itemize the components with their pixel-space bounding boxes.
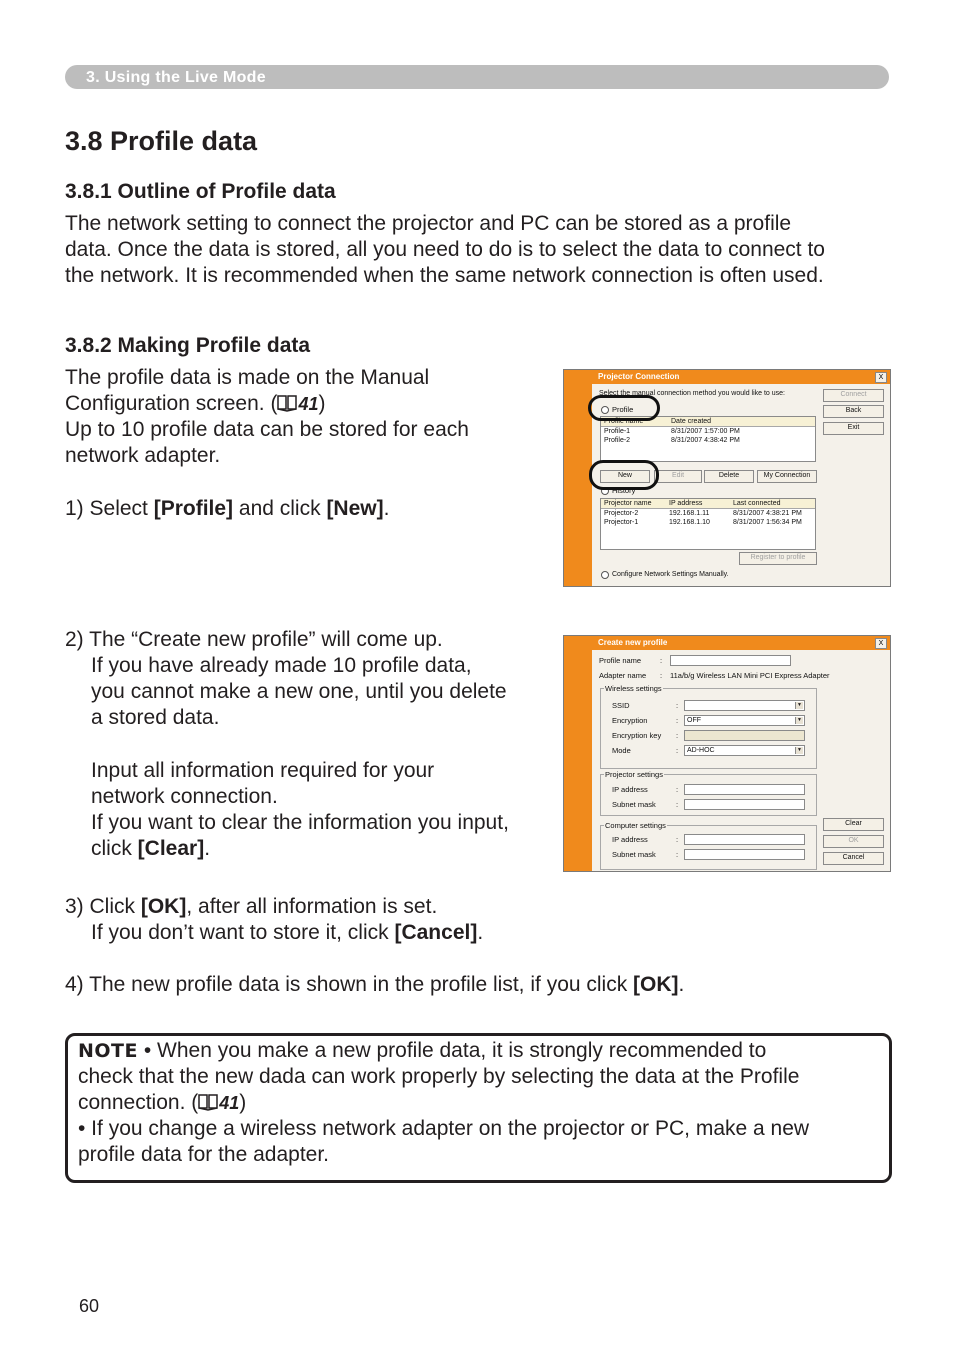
note-text: NOTE • When you make a new profile data, it is strongly recommended to check that the new dada can work properly by selecting the data at the Profile connection. ( 41) • If you change a wireless network adapter on the projector or PC, make a new profile data for the adapter. <box>78 1039 810 1166</box>
making-intro <box>65 365 469 469</box>
clear-button[interactable]: Clear <box>823 818 884 831</box>
text-line: The profile data is made on the Manual <box>65 366 430 389</box>
step-2: 2) The “Create new profile” will come up. If you have already made 10 profile data, you cannot make a new one, until you delete a stored data. Input all information required for your network connection. If you want to clear the information you input, click [Clear]. <box>65 628 509 860</box>
table-cell: 192.168.1.11 <box>669 510 710 517</box>
page-reference-link[interactable]: 41 <box>219 1093 240 1113</box>
profile-table <box>600 416 816 462</box>
projector-connection-window <box>563 369 891 587</box>
ssid-label: SSID <box>612 701 630 710</box>
table-cell: 8/31/2007 1:56:34 PM <box>733 519 802 526</box>
table-cell: 8/31/2007 1:57:00 PM <box>671 428 740 435</box>
colon: : <box>676 746 679 755</box>
connect-button[interactable]: Connect <box>823 389 884 402</box>
close-icon[interactable]: X <box>875 638 887 649</box>
my-connection-button[interactable]: My Connection <box>757 470 817 483</box>
text-line: network adapter. <box>65 444 221 467</box>
text-line: data. Once the data is stored, all you need to do is to select the data to connect to <box>65 238 825 261</box>
computer-subnet-label: Subnet mask <box>612 850 656 859</box>
column-header: Last connected <box>733 500 781 507</box>
page-reference-link[interactable]: 41 <box>298 394 319 414</box>
connection-prompt: Select the manual connection method you would like to use: <box>599 390 786 397</box>
colon: : <box>676 716 679 725</box>
highlight-oval-new <box>589 460 659 490</box>
encryption-label: Encryption <box>612 716 648 725</box>
manual-radio[interactable] <box>601 571 609 579</box>
outline-paragraph <box>65 211 825 289</box>
group-label: Wireless settings <box>605 684 662 693</box>
window-title: Create new profile <box>592 636 890 650</box>
colon: : <box>676 701 679 710</box>
text-line: Up to 10 profile data can be stored for each <box>65 418 469 441</box>
column-header: Projector name <box>604 500 652 507</box>
edit-button[interactable]: Edit <box>654 470 702 483</box>
new-button[interactable]: New <box>600 470 650 483</box>
encryption-dropdown[interactable]: OFF ▼ <box>684 715 805 726</box>
colon: : <box>676 731 679 740</box>
encryption-key-label: Encryption key <box>612 731 662 740</box>
table-cell[interactable]: Projector-1 <box>604 519 639 526</box>
group-label: Projector settings <box>605 770 663 779</box>
mode-dropdown[interactable]: AD-HOC ▼ <box>684 745 805 756</box>
group-label: Computer settings <box>605 821 666 830</box>
projector-subnet-label: Subnet mask <box>612 800 656 809</box>
table-cell[interactable]: Projector-2 <box>604 510 639 517</box>
table-cell: 8/31/2007 4:38:42 PM <box>671 437 740 444</box>
computer-subnet-input[interactable] <box>684 849 805 860</box>
page-title: 3.8 Profile data <box>65 126 258 156</box>
page-number: 60 <box>79 1296 100 1316</box>
step-1: 1) Select [Profile] and click [New]. <box>65 497 390 520</box>
projector-ip-input[interactable] <box>684 784 805 795</box>
step-4: 4) The new profile data is shown in the profile list, if you click [OK]. <box>65 973 685 996</box>
computer-ip-label: IP address <box>612 835 648 844</box>
computer-ip-input[interactable] <box>684 834 805 845</box>
column-header: Date created <box>671 418 712 425</box>
computer-settings-group <box>600 825 817 870</box>
chevron-down-icon: ▼ <box>795 702 803 709</box>
manual-radio-label: Configure Network Settings Manually. <box>612 571 729 578</box>
colon: : <box>676 785 679 794</box>
mode-label: Mode <box>612 746 631 755</box>
encryption-key-input[interactable] <box>684 730 805 741</box>
column-header: Profile name <box>604 418 644 425</box>
text-line: the network. It is recommended when the same network connection is often used. <box>65 264 824 287</box>
column-header: IP address <box>669 500 703 507</box>
colon: : <box>660 671 663 680</box>
section-heading-making: 3.8.2 Making Profile data <box>65 334 311 357</box>
table-cell[interactable]: Profile-2 <box>604 437 631 444</box>
profile-name-label: Profile name <box>599 656 642 665</box>
text-line: Configuration screen. ( 41) <box>65 392 326 415</box>
projector-ip-label: IP address <box>612 785 648 794</box>
note-label: NOTE <box>78 1040 138 1062</box>
back-button[interactable]: Back <box>823 405 884 418</box>
adapter-name-value: 11a/b/g Wireless LAN Mini PCI Express Adapter <box>670 671 830 680</box>
colon: : <box>676 800 679 809</box>
exit-button[interactable]: Exit <box>823 422 884 435</box>
register-to-profile-button[interactable]: Register to profile <box>739 552 817 565</box>
chevron-down-icon: ▼ <box>795 747 803 754</box>
projector-subnet-input[interactable] <box>684 799 805 810</box>
ssid-dropdown[interactable] <box>684 700 805 711</box>
history-table <box>600 498 816 550</box>
ok-button[interactable]: OK <box>823 835 884 848</box>
cancel-button[interactable]: Cancel <box>823 852 884 865</box>
close-icon[interactable]: X <box>875 372 887 383</box>
section-header: 3. Using the Live Mode <box>86 69 266 86</box>
adapter-name-label: Adapter name <box>599 671 647 680</box>
text-line: The network setting to connect the projector and PC can be stored as a profile <box>65 212 792 235</box>
table-cell: 8/31/2007 4:38:21 PM <box>733 510 802 517</box>
highlight-oval-profile <box>588 395 660 421</box>
profile-radio-label: Profile <box>612 405 634 414</box>
window-title: Projector Connection <box>592 370 890 384</box>
colon: : <box>676 850 679 859</box>
history-radio-label: History <box>612 486 636 495</box>
section-heading-outline: 3.8.1 Outline of Profile data <box>65 180 336 203</box>
profile-name-input[interactable] <box>670 655 791 666</box>
create-new-profile-window <box>563 635 891 872</box>
chevron-down-icon: ▼ <box>795 717 803 724</box>
table-cell: 192.168.1.10 <box>669 519 710 526</box>
book-icon <box>277 394 297 412</box>
book-icon <box>198 1093 218 1111</box>
step-3: 3) Click [OK], after all information is set. If you don’t want to store it, click [Cancel]. <box>65 895 484 944</box>
colon: : <box>660 656 663 665</box>
delete-button[interactable]: Delete <box>704 470 754 483</box>
table-cell[interactable]: Profile-1 <box>604 428 631 435</box>
colon: : <box>676 835 679 844</box>
